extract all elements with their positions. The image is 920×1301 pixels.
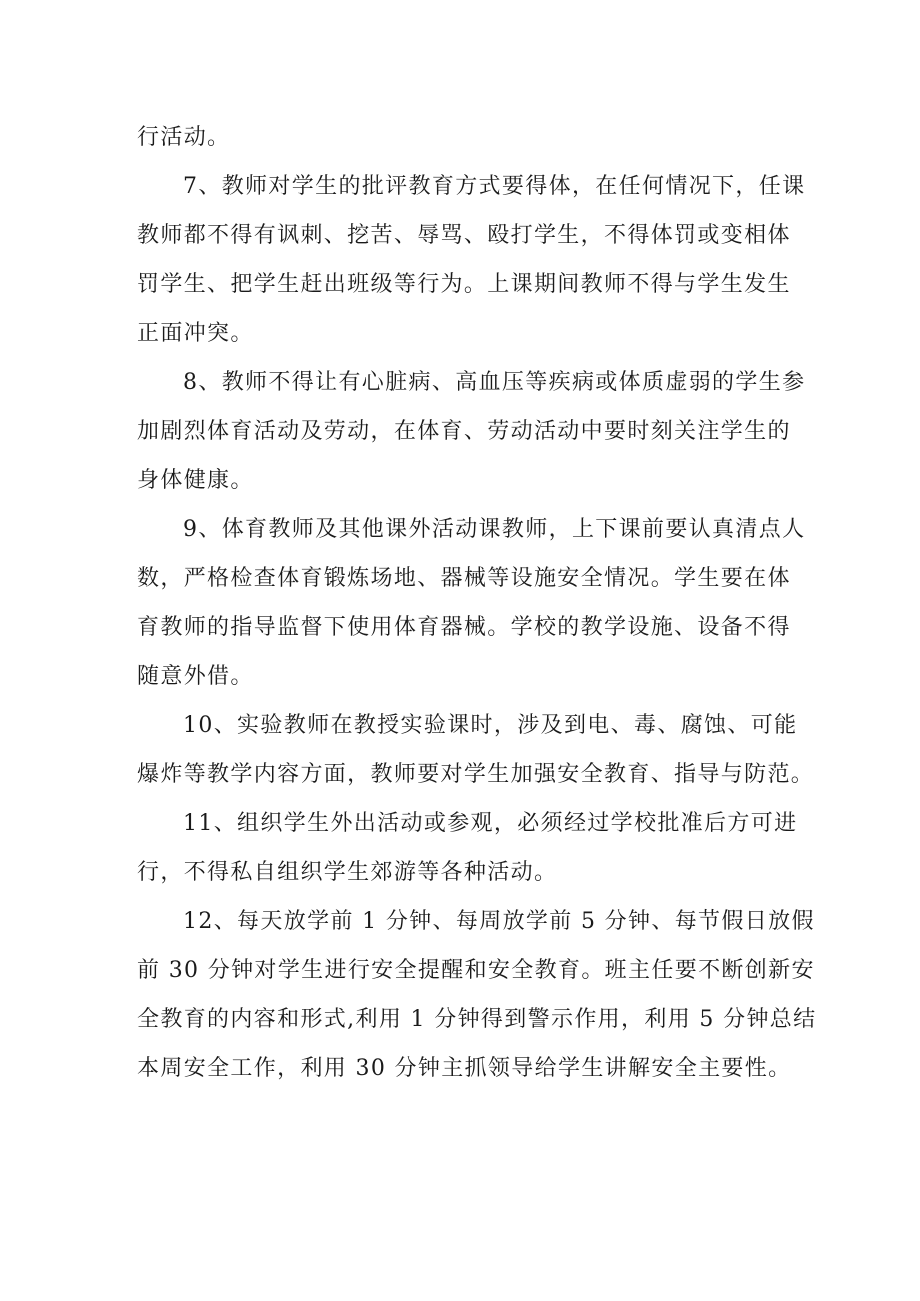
text-line: 前 30 分钟对学生进行安全提醒和安全教育。班主任要不断创新安 (137, 958, 815, 983)
text-line: 身体健康。 (137, 468, 254, 493)
paragraph-8 (137, 358, 806, 505)
text-line: 罚学生、把学生赶出班级等行为。上课期间教师不得与学生发生 (137, 272, 791, 297)
text-line: 8、教师不得让有心脏病、高血压等疾病或体质虚弱的学生参 (183, 370, 806, 395)
text-line: 爆炸等教学内容方面，教师要对学生加强安全教育、指导与防范。 (137, 762, 815, 787)
paragraph-6-continuation (137, 113, 797, 162)
paragraph-7 (137, 162, 806, 358)
document-body (137, 113, 817, 1093)
text-line: 9、体育教师及其他课外活动课教师，上下课前要认真清点人 (183, 517, 806, 542)
text-line: 全教育的内容和形式,利用 1 分钟得到警示作用，利用 5 分钟总结 (137, 1007, 817, 1032)
text-line: 加剧烈体育活动及劳动，在体育、劳动活动中要时刻关注学生的 (137, 419, 791, 444)
text-line: 正面冲突。 (137, 321, 254, 346)
text-line: 随意外借。 (137, 664, 254, 689)
text-line: 行，不得私自组织学生郊游等各种活动。 (137, 860, 558, 885)
text-line: 10、实验教师在教授实验课时，涉及到电、毒、腐蚀、可能 (183, 713, 798, 738)
text-line: 7、教师对学生的批评教育方式要得体，在任何情况下，任课 (183, 174, 806, 199)
text-line: 数，严格检查体育锻炼场地、器械等设施安全情况。学生要在体 (137, 566, 791, 591)
text-line: 行活动。 (137, 125, 231, 150)
paragraph-11 (137, 799, 797, 897)
text-line: 育教师的指导监督下使用体育器械。学校的教学设施、设备不得 (137, 615, 791, 640)
paragraph-10 (137, 701, 815, 799)
paragraph-12 (137, 897, 817, 1093)
text-line: 本周安全工作，利用 30 分钟主抓领导给学生讲解安全主要性。 (137, 1056, 792, 1081)
text-line: 12、每天放学前 1 分钟、每周放学前 5 分钟、每节假日放假 (183, 909, 815, 934)
text-line: 教师都不得有讽刺、挖苦、辱骂、殴打学生，不得体罚或变相体 (137, 223, 791, 248)
text-line: 11、组织学生外出活动或参观，必须经过学校批准后方可进 (183, 811, 798, 836)
paragraph-9 (137, 505, 806, 701)
